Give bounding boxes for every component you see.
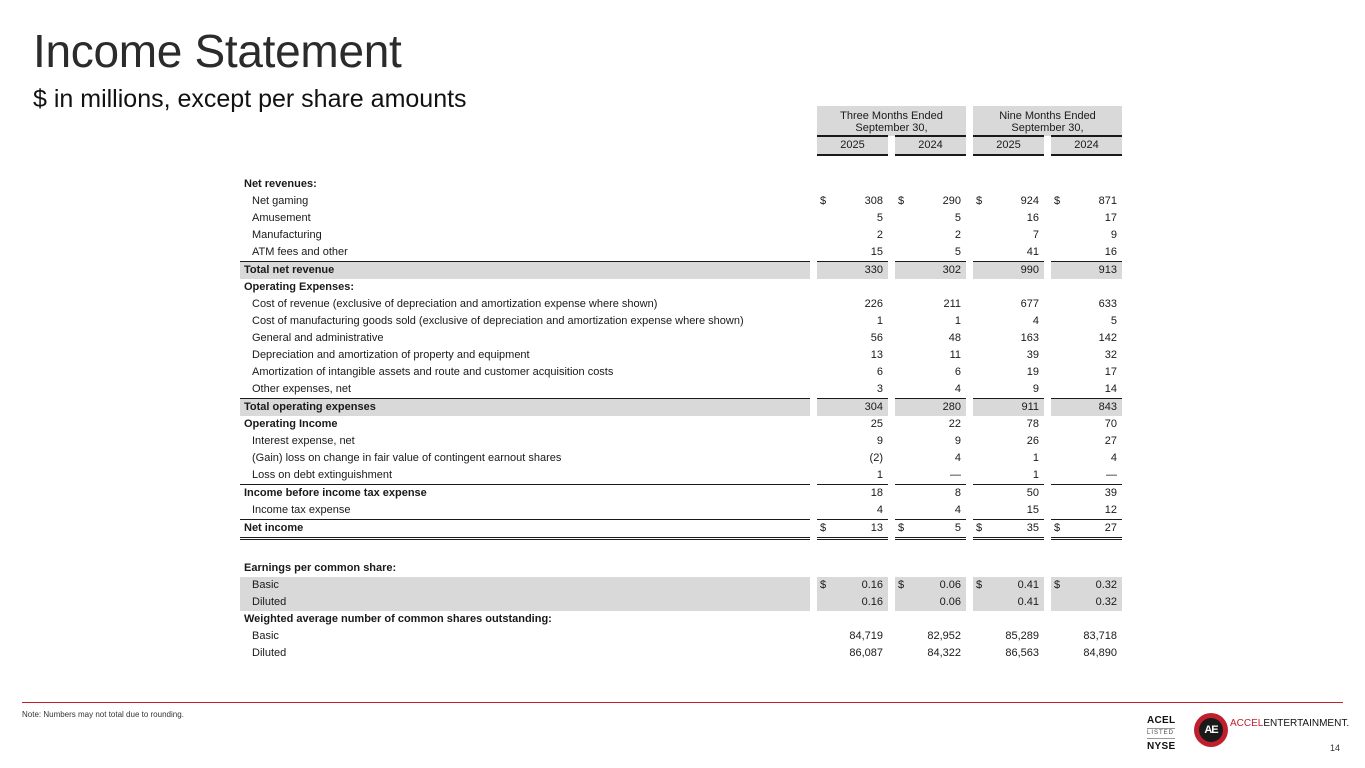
value-text: 17 xyxy=(1104,212,1117,224)
value-cell xyxy=(973,577,1044,594)
row-label: Amortization of intangible assets and route and customer acquisition costs xyxy=(252,366,614,378)
value-text: 18 xyxy=(870,487,883,499)
currency-symbol: $ xyxy=(898,195,905,207)
value-cell xyxy=(1051,262,1122,280)
row-label: Loss on debt extinguishment xyxy=(252,469,393,481)
value-cell xyxy=(817,520,888,539)
value-cell xyxy=(1051,330,1122,347)
value-cell xyxy=(1051,433,1122,450)
value-cell xyxy=(973,347,1044,364)
value-cell xyxy=(973,381,1044,399)
value-text: 990 xyxy=(1020,264,1039,276)
row-label: Interest expense, net xyxy=(252,435,355,447)
row-label: Income tax expense xyxy=(252,504,351,516)
value-cell xyxy=(1051,577,1122,594)
row-label: (Gain) loss on change in fair value of contingent earnout shares xyxy=(252,452,562,464)
value-text: 330 xyxy=(864,264,883,276)
value-cell xyxy=(895,467,966,485)
value-text: 6 xyxy=(876,366,883,378)
currency-symbol: $ xyxy=(976,578,983,591)
value-cell xyxy=(1051,296,1122,313)
value-text: — xyxy=(1106,469,1117,481)
value-text: 0.16 xyxy=(861,578,883,591)
value-cell xyxy=(1051,594,1122,611)
row-label: Diluted xyxy=(240,594,810,611)
value-text: 304 xyxy=(864,401,883,413)
value-cell xyxy=(895,227,966,244)
value-text: 14 xyxy=(1104,383,1117,395)
value-text: 13 xyxy=(870,522,883,534)
value-text: 633 xyxy=(1098,298,1117,310)
row-label: Total operating expenses xyxy=(240,399,810,417)
line-item-row xyxy=(240,381,1122,399)
value-cell xyxy=(895,210,966,227)
value-text: 3 xyxy=(876,383,883,395)
value-text: (2) xyxy=(869,452,883,464)
value-cell xyxy=(895,399,966,417)
line-item-row xyxy=(240,485,1122,503)
value-cell xyxy=(817,193,888,210)
value-text: 7 xyxy=(1032,229,1039,241)
value-cell xyxy=(895,502,966,520)
value-text: 911 xyxy=(1021,401,1039,413)
value-text: 290 xyxy=(942,195,961,207)
row-label: Operating Income xyxy=(244,418,338,430)
value-cell xyxy=(895,262,966,280)
value-cell xyxy=(817,628,888,645)
accel-logo-icon: AE xyxy=(1194,713,1228,747)
value-text: 39 xyxy=(1104,487,1117,499)
value-text: 27 xyxy=(1104,522,1117,534)
value-cell xyxy=(1051,244,1122,262)
value-cell xyxy=(973,645,1044,662)
line-item-row xyxy=(240,502,1122,520)
value-cell xyxy=(973,416,1044,433)
row-label: Weighted average number of common shares outstanding: xyxy=(244,612,552,625)
line-item-row xyxy=(240,210,1122,227)
value-text: 25 xyxy=(870,418,883,430)
value-text: 1 xyxy=(876,315,883,327)
value-text: 84,719 xyxy=(849,629,883,642)
page-title: Income Statement xyxy=(33,25,402,77)
value-text: 5 xyxy=(876,212,883,224)
value-text: 1 xyxy=(1032,469,1039,481)
value-text: 2 xyxy=(954,229,961,241)
value-cell xyxy=(1051,210,1122,227)
row-label: General and administrative xyxy=(252,332,384,344)
value-text: — xyxy=(950,469,961,481)
page-subtitle: $ in millions, except per share amounts xyxy=(33,85,467,113)
value-cell xyxy=(817,244,888,262)
value-text: 871 xyxy=(1098,195,1117,207)
value-cell xyxy=(1051,645,1122,662)
value-cell xyxy=(817,467,888,485)
value-text: 9 xyxy=(1032,383,1039,395)
line-item-row xyxy=(240,262,1122,280)
row-label: Diluted xyxy=(252,646,287,659)
value-cell xyxy=(973,296,1044,313)
value-text: 27 xyxy=(1104,435,1117,447)
value-text: 924 xyxy=(1020,195,1039,207)
row-label: Cost of revenue (exclusive of depreciation and amortization expense where shown) xyxy=(252,298,658,310)
value-text: 19 xyxy=(1026,366,1039,378)
value-text: 12 xyxy=(1104,504,1117,516)
value-cell xyxy=(973,467,1044,485)
value-cell xyxy=(895,594,966,611)
value-text: 302 xyxy=(942,264,961,276)
value-cell xyxy=(895,485,966,503)
value-cell xyxy=(895,628,966,645)
value-text: 83,718 xyxy=(1083,629,1117,642)
value-cell xyxy=(817,364,888,381)
nine-months-header: Nine Months Ended September 30, xyxy=(973,106,1122,136)
value-text: 9 xyxy=(876,435,883,447)
value-text: 0.06 xyxy=(939,578,961,591)
value-cell xyxy=(817,485,888,503)
value-cell xyxy=(895,520,966,539)
footer-divider xyxy=(22,702,1343,703)
value-cell xyxy=(973,502,1044,520)
value-text: 6 xyxy=(954,366,961,378)
value-cell xyxy=(1051,347,1122,364)
row-label: Total net revenue xyxy=(240,262,810,280)
value-cell xyxy=(817,577,888,594)
value-cell xyxy=(1051,416,1122,433)
value-cell xyxy=(973,262,1044,280)
value-cell xyxy=(973,485,1044,503)
value-text: 4 xyxy=(954,452,961,464)
line-item-row xyxy=(240,296,1122,313)
value-cell xyxy=(895,347,966,364)
value-text: 226 xyxy=(864,298,883,310)
value-cell xyxy=(895,577,966,594)
section-header-row xyxy=(240,560,1122,577)
line-item-row xyxy=(240,193,1122,210)
row-label: Net gaming xyxy=(252,195,309,207)
value-cell xyxy=(1051,467,1122,485)
value-cell xyxy=(817,210,888,227)
value-cell xyxy=(973,520,1044,539)
currency-symbol: $ xyxy=(898,522,905,534)
value-text: 16 xyxy=(1026,212,1039,224)
value-text: 1 xyxy=(1032,452,1039,464)
three-months-header: Three Months Ended September 30, xyxy=(817,106,966,136)
value-cell xyxy=(1051,450,1122,467)
value-cell xyxy=(817,450,888,467)
row-label: Amusement xyxy=(252,212,311,224)
value-text: 163 xyxy=(1020,332,1039,344)
value-cell xyxy=(895,433,966,450)
value-text: 280 xyxy=(942,401,961,413)
currency-symbol: $ xyxy=(820,578,827,591)
value-cell xyxy=(895,330,966,347)
value-cell xyxy=(973,193,1044,210)
brand-name: ACCELENTERTAINMENT. xyxy=(1230,718,1350,729)
value-text: 35 xyxy=(1026,522,1039,534)
value-cell xyxy=(817,502,888,520)
value-text: 84,322 xyxy=(927,646,961,659)
row-label: Basic xyxy=(240,577,810,594)
value-text: 5 xyxy=(1110,315,1117,327)
statement-rows xyxy=(240,176,1122,662)
year-header: 2024 xyxy=(895,136,966,155)
row-label: Operating Expenses: xyxy=(244,281,355,293)
value-cell xyxy=(1051,502,1122,520)
value-text: 11 xyxy=(949,349,961,361)
value-cell xyxy=(817,296,888,313)
value-cell xyxy=(895,645,966,662)
line-item-row xyxy=(240,628,1122,645)
year-header: 2025 xyxy=(817,136,888,155)
value-text: 1 xyxy=(954,315,961,327)
value-text: 86,563 xyxy=(1005,646,1039,659)
value-cell xyxy=(895,193,966,210)
year-header: 2025 xyxy=(973,136,1044,155)
year-header: 2024 xyxy=(1051,136,1122,155)
value-text: 86,087 xyxy=(849,646,883,659)
value-text: 4 xyxy=(876,504,883,516)
value-text: 0.41 xyxy=(1017,578,1039,591)
line-item-row xyxy=(240,416,1122,433)
value-cell xyxy=(895,364,966,381)
value-cell xyxy=(817,313,888,330)
year-header-row xyxy=(240,136,1122,155)
value-cell xyxy=(973,227,1044,244)
value-text: 5 xyxy=(954,212,961,224)
value-text: 4 xyxy=(1110,452,1117,464)
currency-symbol: $ xyxy=(1054,522,1061,534)
value-text: 16 xyxy=(1104,246,1117,258)
value-cell xyxy=(973,594,1044,611)
currency-symbol: $ xyxy=(976,195,983,207)
value-cell xyxy=(817,262,888,280)
value-text: 843 xyxy=(1098,401,1117,413)
line-item-row xyxy=(240,520,1122,539)
currency-symbol: $ xyxy=(820,195,827,207)
value-cell xyxy=(1051,485,1122,503)
value-text: 0.06 xyxy=(939,595,961,608)
value-cell xyxy=(973,433,1044,450)
value-cell xyxy=(973,244,1044,262)
row-label: Earnings per common share: xyxy=(244,561,397,574)
currency-symbol: $ xyxy=(976,522,983,534)
value-cell xyxy=(1051,193,1122,210)
line-item-row xyxy=(240,364,1122,381)
row-label: ATM fees and other xyxy=(252,246,348,258)
line-item-row xyxy=(240,433,1122,450)
value-text: 9 xyxy=(954,435,961,447)
value-cell xyxy=(817,645,888,662)
line-item-row xyxy=(240,330,1122,347)
value-cell xyxy=(817,594,888,611)
row-label: Income before income tax expense xyxy=(240,485,810,503)
line-item-row xyxy=(240,594,1122,611)
value-text: 17 xyxy=(1104,366,1117,378)
value-text: 8 xyxy=(954,487,961,499)
value-text: 15 xyxy=(1026,504,1039,516)
value-text: 15 xyxy=(870,246,883,258)
line-item-row xyxy=(240,227,1122,244)
income-statement-table xyxy=(240,106,1122,662)
line-item-row xyxy=(240,347,1122,364)
value-text: 13 xyxy=(870,349,883,361)
value-cell xyxy=(1051,381,1122,399)
value-text: 84,890 xyxy=(1083,646,1117,659)
row-label: Cost of manufacturing goods sold (exclusive of depreciation and amortization expense where shown) xyxy=(252,315,744,327)
value-text: 32 xyxy=(1104,349,1117,361)
value-cell xyxy=(973,364,1044,381)
value-cell xyxy=(1051,520,1122,539)
row-label: Basic xyxy=(252,629,279,642)
value-text: 78 xyxy=(1026,418,1039,430)
currency-symbol: $ xyxy=(820,522,827,534)
value-cell xyxy=(895,313,966,330)
rounding-note: Note: Numbers may not total due to rounding. xyxy=(22,710,184,719)
value-cell xyxy=(895,381,966,399)
value-text: 2 xyxy=(876,229,883,241)
currency-symbol: $ xyxy=(1054,195,1061,207)
value-cell xyxy=(817,416,888,433)
value-cell xyxy=(1051,364,1122,381)
value-text: 1 xyxy=(876,469,883,481)
value-text: 4 xyxy=(1032,315,1039,327)
value-text: 22 xyxy=(948,418,961,430)
value-cell xyxy=(1051,399,1122,417)
value-cell xyxy=(1051,628,1122,645)
section-header-row xyxy=(240,176,1122,193)
row-label: Manufacturing xyxy=(252,229,322,241)
value-text: 0.41 xyxy=(1017,595,1039,608)
spacer-row xyxy=(240,539,1122,560)
section-header-row xyxy=(240,279,1122,296)
value-text: 85,289 xyxy=(1005,629,1039,642)
value-cell xyxy=(973,450,1044,467)
value-text: 0.16 xyxy=(861,595,883,608)
line-item-row xyxy=(240,467,1122,485)
currency-symbol: $ xyxy=(898,578,905,591)
value-cell xyxy=(1051,227,1122,244)
value-text: 48 xyxy=(948,332,961,344)
row-label: Net revenues: xyxy=(244,178,317,190)
value-text: 211 xyxy=(943,298,961,310)
value-text: 4 xyxy=(954,504,961,516)
line-item-row xyxy=(240,399,1122,417)
line-item-row xyxy=(240,450,1122,467)
value-cell xyxy=(973,330,1044,347)
value-text: 308 xyxy=(864,195,883,207)
value-cell xyxy=(973,313,1044,330)
value-text: 70 xyxy=(1104,418,1117,430)
nyse-listing-badge xyxy=(1147,715,1179,752)
value-cell xyxy=(817,381,888,399)
value-cell xyxy=(817,227,888,244)
row-label: Net income xyxy=(240,520,810,539)
value-cell xyxy=(973,210,1044,227)
value-cell xyxy=(973,399,1044,417)
currency-symbol: $ xyxy=(1054,578,1061,591)
value-text: 5 xyxy=(954,246,961,258)
value-cell xyxy=(817,330,888,347)
value-text: 82,952 xyxy=(927,629,961,642)
value-cell xyxy=(817,433,888,450)
value-text: 26 xyxy=(1026,435,1039,447)
value-text: 677 xyxy=(1020,298,1039,310)
value-text: 4 xyxy=(954,383,961,395)
listed-label: LISTED xyxy=(1147,728,1175,739)
value-text: 5 xyxy=(954,522,961,534)
value-cell xyxy=(895,244,966,262)
value-text: 9 xyxy=(1110,229,1117,241)
exchange-name: NYSE xyxy=(1147,741,1176,752)
value-cell xyxy=(895,416,966,433)
value-text: 50 xyxy=(1026,487,1039,499)
value-text: 0.32 xyxy=(1095,578,1117,591)
line-item-row xyxy=(240,244,1122,262)
value-cell xyxy=(895,450,966,467)
value-cell xyxy=(817,347,888,364)
period-header-row xyxy=(240,106,1122,136)
line-item-row xyxy=(240,645,1122,662)
value-cell xyxy=(895,296,966,313)
ticker-symbol: ACEL xyxy=(1147,715,1176,726)
line-item-row xyxy=(240,313,1122,330)
value-text: 41 xyxy=(1026,246,1039,258)
row-label: Depreciation and amortization of property and equipment xyxy=(252,349,530,361)
value-cell xyxy=(973,628,1044,645)
value-cell xyxy=(817,399,888,417)
section-header-row xyxy=(240,611,1122,628)
row-label: Other expenses, net xyxy=(252,383,352,395)
value-text: 56 xyxy=(870,332,883,344)
line-item-row xyxy=(240,577,1122,594)
page-number: 14 xyxy=(1330,743,1341,753)
value-text: 0.32 xyxy=(1095,595,1117,608)
value-cell xyxy=(1051,313,1122,330)
value-text: 39 xyxy=(1026,349,1039,361)
value-text: 142 xyxy=(1098,332,1117,344)
value-text: 913 xyxy=(1098,264,1117,276)
